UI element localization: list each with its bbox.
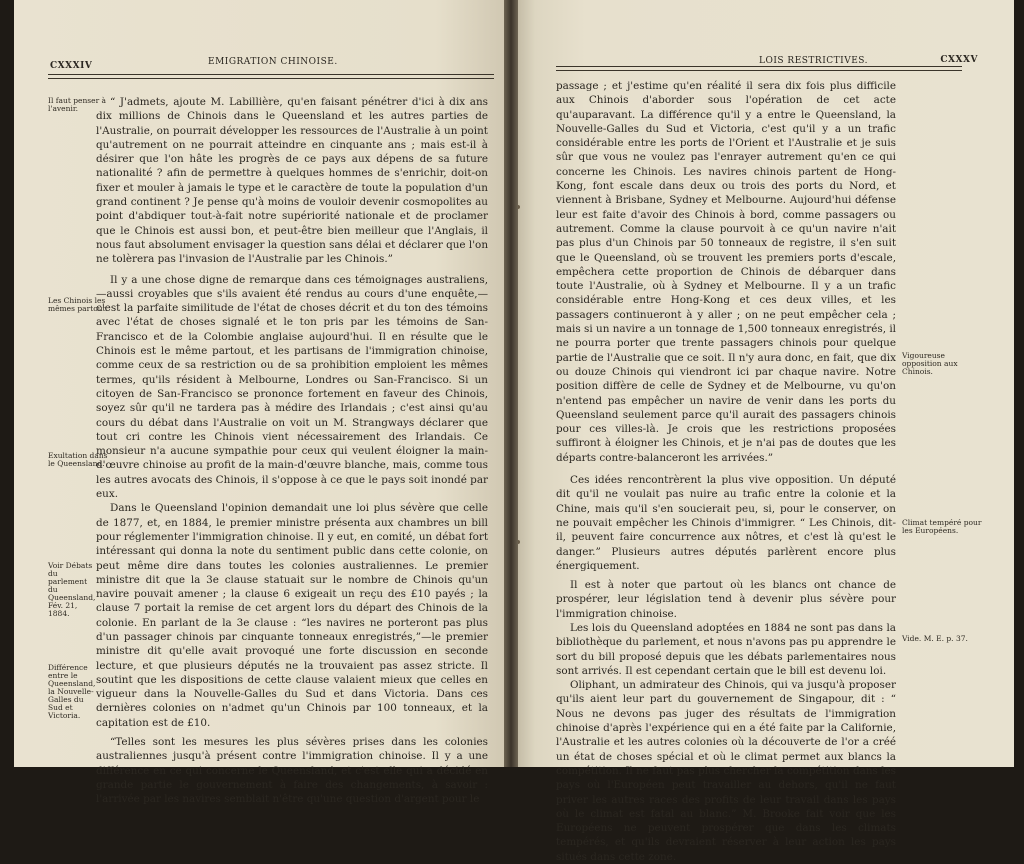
paragraph: Ces idées rencontrèrent la plus vive opposition. Un député dit qu'il ne voulait pas nuire au trafic entre la colonie et la Chine, mais qu'il s'en soucierait peu, si, pour le conserver, on ne pouvait empêcher les Chinois d'immigrer. “ Les Chinois, dit-il, peuvent faire concurrence aux nôtres, et c'est là qu'est le danger.” Plusieurs autres députés parlèrent encore plus énergiquement. — [556, 474, 896, 572]
right-body-text — [556, 79, 896, 864]
paragraph: Il y a une chose digne de remarque dans ces témoignages australiens,—aussi croyables que s'ils avaient été rendus au cours d'une enquête,—c'est la parfaite similitude de l'état de choses décrit et du ton des témoins avec l'état de choses signalé et le ton pris par les témoins de San-Francisco et de la Colombie anglaise aujourd'hui. Il en résulte que le Chinois est le même partout, et les partisans de l'immigration chinoise, comme ceux de sa restriction ou de sa prohibition emploient les mêmes termes, qu'ils résident à Melbourne, Londres ou San-Francisco. Si un citoyen de San-Francisco se prononce fortement en faveur des Chinois, soyez sûr qu'il ne tardera pas à médire des Irlandais ; c'est ainsi qu'au cours du débat dans l'Australie on voit un M. Strangways déclarer que tout cri contre les Chinois vient nécessairement des Irlandais. Ce monsieur n'a aucune sympathie pour ceux qui veulent éloigner la main-d'œuvre chinoise au profit de la main-d'œuvre blanche, mais, comme tous les autres avocats des Chinois, il s'oppose à ce que le pays soit inondé par eux. — [96, 273, 488, 501]
paragraph: Les lois du Queensland adoptées en 1884 ne sont pas dans la bibliothèque du parlement, et nous n'avons pas pu apprendre le sort du bill proposé depuis que les débats parlementaires nous sont arrivés. Il est cependant certain que le bill est devenu loi. — [556, 621, 896, 677]
left-running-head — [50, 55, 492, 69]
margin-note: Climat tempéré pour les Européens. — [902, 518, 982, 535]
margin-note: Voir Débats du parlement du Queensland, Fév. 21, 1884. — [48, 561, 96, 618]
margin-note: Il faut penser à l'avenir. — [48, 96, 107, 113]
paragraph: Dans le Queensland l'opinion demandait une loi plus sévère que celle de 1877, et, en 1884, le premier ministre présenta aux chambres un bill pour réglementer l'immigration chinoise. Il y eut, en comité, un débat fort intéressant qui donna la note du sentiment public dans cette colonie, on peut même dire dans toutes les colonies australiennes. Le premier ministre dit que la 3e clause statuait sur le nombre de Chinois qu'un navire pouvait amener ; la clause 6 exigeait un reçu des £10 payés ; la clause 7 portait la remise de cet argent lors du départ des Chinois de la colonie. En parlant de la 3e clause : “les navires ne porteront pas plus d'un passager chinois par cinquante tonneaux enregistrés,”—le premier ministre dit qu'elle avait provoqué une forte discussion en seconde lecture, et que plusieurs députés ne la trouvaient pas assez stricte. Il soutint que les dispositions de cette clause valaient mieux que celles en vigueur dans la Nouvelle-Galles du Sud et dans Victoria. Dans ces dernières colonies on n'admet qu'un Chinois par 100 tonneaux, et la capitation est de £10. — [96, 502, 488, 729]
left-page — [14, 0, 510, 806]
paragraph: passage ; et j'estime qu'en réalité il sera dix fois plus difficile aux Chinois d'aborder sous l'opération de cet acte qu'auparavant. La différence qu'il y a entre le Queensland, la Nouvelle-Galles du Sud et Victoria, c'est qu'il y a un trafic considérable entre les ports de l'Orient et l'Australie et je suis sûr que vous ne voulez pas l'enrayer autrement qu'en ce qui concerne les Chinois. Les navires chinois partent de Hong-Kong, font escale dans deux ou trois des ports du Nord, et viennent à Brisbane, Sydney et Melbourne. Aujourd'hui défense leur est faite d'avoir des Chinois à bord, comme passagers ou autrement. Comme la clause pourvoit à ce qu'un navire n'ait pas plus d'un Chinois par 50 tonneaux de registre, il s'en suit que le Queensland, où se trouvent les premiers ports d'escale, empêchera cette proportion de Chinois de débarquer dans toute l'Australie, où à Sydney et Melbourne. Il y a un trafic considérable entre Hong-Kong et ces deux villes, et les passagers continueront à y aller ; on ne peut empêcher cela ; mais si un navire a un tonnage de 1,500 tonneaux enregistrés, il ne pourra porter que trente passagers chinois pour quelque partie de l'Australie que ce soit. Il n'y aura donc, en fait, que dix ou douze Chinois qui viendront ici par chaque navire. Notre position diffère de celle de Sydney et de Melbourne, vu qu'on n'entend pas empêcher un navire de venir dans les ports du Queensland seulement parce qu'il aurait des passagers chinois pour ces villes-là. Je crois que les restrictions proposées suffiront à éloigner les Chinois, et je n'ai pas de doutes que les départs contre-balanceront les arrivées.” — [556, 80, 896, 464]
left-body-text — [96, 95, 488, 807]
book-gutter — [504, 0, 518, 767]
paragraph: “Telles sont les mesures les plus sévères prises dans les colonies australiennes jusqu'à présent contre l'immigration chinoise. Il y a une différence en ce qui concerne le Queensland, et c'est elle qui a décidé en grande partie le gouvernement à faire des changements, à savoir : l'arrivée par les navires semblait n'être qu'une question d'argent pour le — [96, 736, 488, 806]
paragraph: “ J'admets, ajoute M. Labillière, qu'en faisant pénétrer d'ici à dix ans dix millions de Chinois dans le Queensland et les autres parties de l'Australie, on pourrait développer les ressources de l'Australie à un point qu'autrement on ne pourrait atteindre en cinquante ans ; mais est-il à désirer que l'on hâte les progrès de ce pays aux dépens de sa future nationalité ? afin de permettre à quelques hommes de s'enrichir, doit-on fixer et mouler à jamais le type et le caractère de toute la population d'un grand continent ? Je pense qu'à moins de vouloir devenir cosmopolites au point d'abdiquer tout-à-fait notre supériorité nationale et de proclamer que le Chinois est aussi bon, et peut-être bien meilleur que l'Anglais, il nous faut absolument envisager la question sans délai et déclarer que l'on ne tolèrera pas l'invasion de l'Australie par les Chinois.” — [96, 96, 489, 266]
right-page — [510, 0, 1014, 863]
right-page-number: CXXXV — [940, 55, 978, 65]
margin-note: Différence entre le Queensland, la Nouvelle-Galles du Sud et Victoria. — [48, 663, 96, 720]
left-header-rule — [48, 74, 494, 79]
margin-note: Les Chinois les mêmes partout. — [48, 296, 108, 313]
right-header-rule — [556, 66, 962, 71]
left-running-title: EMIGRATION CHINOISE. — [208, 57, 338, 67]
paragraph: Il est à noter que partout où les blancs ont chance de prospérer, leur législation tend à devenir plus sévère pour l'immigration chinoise. — [556, 579, 896, 620]
left-page-number: CXXXIV — [50, 61, 93, 71]
margin-note: Vigoureuse opposition aux Chinois. — [902, 351, 958, 376]
margin-note: Vide. M. E. p. 37. — [902, 634, 968, 643]
right-running-title: LOIS RESTRICTIVES. — [758, 56, 868, 66]
margin-note: Exultation dans le Queensland. — [48, 451, 108, 468]
paragraph: Oliphant, un admirateur des Chinois, qui va jusqu'à proposer qu'ils aient leur part du gouvernement de Singapour, dit : “ Nous ne devons pas juger des résultats de l'immigration chinoise d'après l'expérience qui en a été faite par la Californie, l'Australie et les autres colonies où la découverte de l'or a créé un état de choses spécial et où le climat permet aux blancs la compétition. Il ne faut pas plus chercher la compétition dans les pays où l'Européen peut travailler au dehors, qu'il ne faut priver les autres races des profits de leur travail dans les pays où le climat est fatal au blanc.” M. Brooke fait voir que les Européens ne peuvent prospérer que dans les climats tempérés, et qu'ils devraient réserver à leur action les pays situés dans cette zone. — [556, 679, 896, 863]
